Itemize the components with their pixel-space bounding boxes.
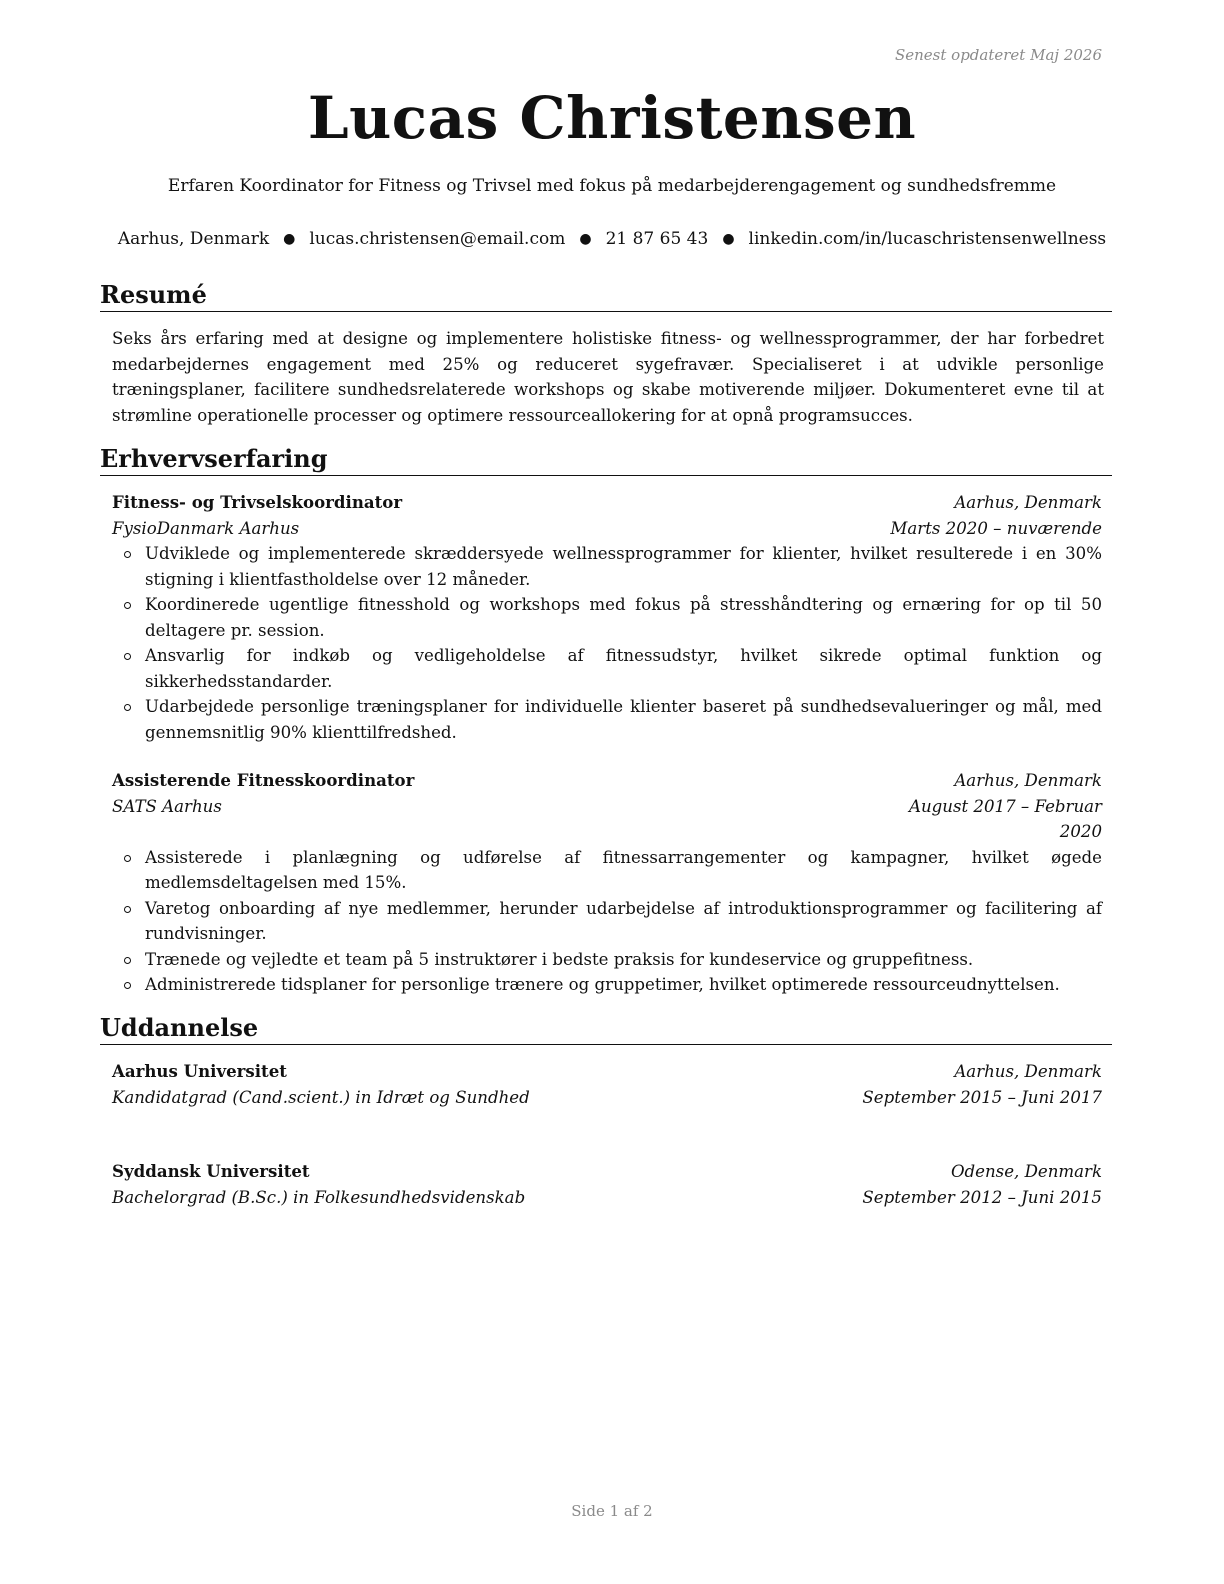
section-title-summary: Resumé bbox=[100, 280, 1112, 312]
job-bullet-list bbox=[112, 541, 1102, 745]
job-dates: Marts 2020 – nuværende bbox=[890, 518, 1102, 538]
list-item: Trænede og vejledte et team på 5 instruktører i bedste praksis for kundeservice og gruppefitness. bbox=[112, 947, 1102, 973]
list-item: Varetog onboarding af nye medlemmer, herunder udarbejdelse af introduktionsprogrammer og facilitering af rundvisninger. bbox=[112, 896, 1102, 947]
circle-bullet-icon bbox=[124, 982, 131, 989]
school-name: Syddansk Universitet bbox=[112, 1161, 310, 1181]
experience-entry bbox=[112, 768, 1102, 998]
candidate-name: Lucas Christensen bbox=[307, 84, 917, 152]
page-number: Side 1 af 2 bbox=[571, 1502, 653, 1520]
bullet-separator-icon: ● bbox=[579, 231, 592, 247]
company-name: SATS Aarhus bbox=[112, 796, 222, 816]
circle-bullet-icon bbox=[124, 551, 131, 558]
bullet-separator-icon: ● bbox=[283, 231, 296, 247]
education-dates: September 2012 – Juni 2015 bbox=[862, 1187, 1102, 1207]
school-location: Odense, Denmark bbox=[950, 1162, 1102, 1181]
company-name: FysioDanmark Aarhus bbox=[112, 518, 300, 538]
experience-entry bbox=[112, 490, 1102, 745]
circle-bullet-icon bbox=[124, 855, 131, 862]
job-bullet-list bbox=[112, 845, 1102, 998]
contact-location: Aarhus, Denmark bbox=[117, 229, 270, 249]
degree-name: Kandidatgrad (Cand.scient.) in Idræt og Sundhed bbox=[112, 1087, 530, 1107]
circle-bullet-icon bbox=[124, 704, 131, 711]
education-dates: September 2015 – Juni 2017 bbox=[862, 1087, 1102, 1107]
summary-text: Seks års erfaring med at designe og implementere holistiske fitness- og wellnessprogrammer, der har forbedret medarbejdernes engagement med 25% og reduceret sygefravær. Specialiseret i at udvikle personlige træningsplaner, facilitere sundhedsrelaterede workshops og skabe motiverende miljøer. Dokumenteret evne til at strømline operationelle processer og optimere ressourceallokering for at opnå programsucces. bbox=[112, 329, 1104, 425]
circle-bullet-icon bbox=[124, 602, 131, 609]
last-updated: Senest opdateret Maj 2026 bbox=[894, 46, 1102, 64]
job-title: Fitness- og Trivselskoordinator bbox=[112, 492, 403, 512]
list-item: Koordinerede ugentlige fitnesshold og workshops med fokus på stresshåndtering og ernæring for op til 50 deltagere pr. session. bbox=[112, 592, 1102, 643]
list-item: Assisterede i planlægning og udførelse af fitnessarrangementer og kampagner, hvilket øgede medlemsdeltagelsen med 15%. bbox=[112, 845, 1102, 896]
list-item: Ansvarlig for indkøb og vedligeholdelse af fitnessudstyr, hvilket sikrede optimal funktion og sikkerhedsstandarder. bbox=[112, 643, 1102, 694]
job-location: Aarhus, Denmark bbox=[954, 771, 1102, 790]
job-dates: August 2017 – Februar 2020 bbox=[908, 796, 1102, 841]
circle-bullet-icon bbox=[124, 906, 131, 913]
list-item: Udviklede og implementerede skræddersyede wellnessprogrammer for klienter, hvilket resulterede i en 30% stigning i klientfastholdelse over 12 måneder. bbox=[112, 541, 1102, 592]
school-location: Aarhus, Denmark bbox=[954, 1062, 1102, 1081]
section-title-education: Uddannelse bbox=[100, 1013, 1112, 1045]
section-title-experience: Erhvervserfaring bbox=[100, 444, 1112, 476]
tagline: Erfaren Koordinator for Fitness og Trivsel med fokus på medarbejderengagement og sundhedsfremme bbox=[167, 176, 1057, 196]
list-item: Udarbejdede personlige træningsplaner for individuelle klienter baseret på sundhedsevalueringer og mål, med gennemsnitlig 90% klienttilfredshed. bbox=[112, 694, 1102, 745]
job-location: Aarhus, Denmark bbox=[954, 493, 1102, 512]
contact-linkedin[interactable]: linkedin.com/in/lucaschristensenwellness bbox=[748, 229, 1107, 249]
list-item: Administrerede tidsplaner for personlige trænere og gruppetimer, hvilket optimerede ressourceudnyttelsen. bbox=[112, 972, 1102, 998]
job-title: Assisterende Fitnesskoordinator bbox=[112, 770, 415, 790]
education-entry bbox=[112, 1059, 1102, 1110]
circle-bullet-icon bbox=[124, 957, 131, 964]
degree-name: Bachelorgrad (B.Sc.) in Folkesundhedsvidenskab bbox=[112, 1187, 526, 1207]
contact-email[interactable]: lucas.christensen@email.com bbox=[309, 229, 566, 249]
contact-line bbox=[0, 229, 1224, 249]
circle-bullet-icon bbox=[124, 653, 131, 660]
education-entry bbox=[112, 1159, 1102, 1210]
contact-phone: 21 87 65 43 bbox=[605, 229, 709, 249]
school-name: Aarhus Universitet bbox=[112, 1061, 287, 1081]
bullet-separator-icon: ● bbox=[722, 231, 735, 247]
